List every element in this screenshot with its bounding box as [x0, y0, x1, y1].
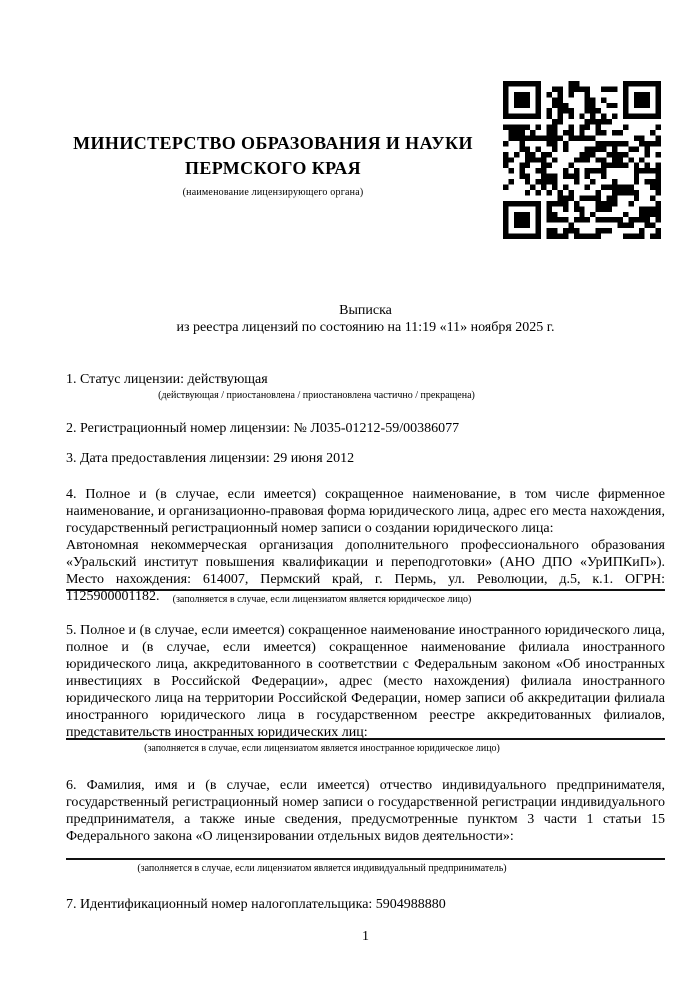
page-number: 1 [362, 929, 369, 944]
document-title [66, 302, 665, 336]
item6-underline [66, 858, 665, 860]
ministry-name-line1: МИНИСТЕРСТВО ОБРАЗОВАНИЯ И НАУКИ [73, 133, 473, 153]
item-taxpayer-number: 7. Идентификационный номер налогоплательщика: 5904988880 [66, 897, 446, 912]
authority-field-caption: (наименование лицензирующего органа) [182, 187, 364, 198]
item4-field-caption: (заполняется в случае, если лицензиатом является юридическое лицо) [172, 594, 472, 605]
item-license-status: 1. Статус лицензии: действующая [66, 372, 268, 387]
item4-underline [66, 589, 665, 591]
item-individual-entrepreneur: 6. Фамилия, имя и (в случае, если имеется) отчество индивидуального предпринимателя, государственный регистрационный номер записи о государственной регистрации индивидуального предпринимателя, а также иные сведения, предусмотренные пунктом 3 части 1 статьи 15 Федерального закона «О лицензировании отдельных видов деятельности»: [66, 778, 665, 844]
ministry-name-line2: ПЕРМСКОГО КРАЯ [184, 158, 362, 178]
document-body [66, 0, 665, 989]
item5-underline [66, 738, 665, 740]
item1-field-caption: (действующая / приостановлена / приостановлена частично / прекращена) [158, 390, 475, 401]
item-foreign-entity: 5. Полное и (в случае, если имеется) сокращенное наименование иностранного юридического лица, полное и (в случае, если имеется) сокращенное наименование филиала иностранного юридического лица, аккредитованного в соответствии с Федеральным законом «Об иностранных инвестициях в Российской Федерации», адрес (место нахождения) филиала иностранного юридического лица на территории Российской Федерации, номер записи об аккредитации филиала иностранного юридического лица в государственном реестре аккредитованных филиалов, представительств иностранных юридических лиц: [66, 623, 665, 740]
item4-value: Автономная некоммерческая организация дополнительного профессионального образования «Уральский институт повышения квалификации и переподготовки» (АНО ДПО «УрИПКиП»). Место нахождения: 614007, Пермский край, г. Пермь, ул. Революции, д.5, к.1. ОГРН: 1125900001182. [66, 538, 665, 604]
item-license-date: 3. Дата предоставления лицензии: 29 июня 2012 [66, 451, 355, 466]
item4-label: 4. Полное и (в случае, если имеется) сокращенное наименование, в том числе фирменное наименование, и организационно-правовая форма юридического лица, адрес его места нахождения, государственный регистрационный номер записи о создании юридического лица: [66, 487, 665, 536]
item5-field-caption: (заполняется в случае, если лицензиатом является иностранное юридическое лицо) [144, 743, 500, 754]
item6-field-caption: (заполняется в случае, если лицензиатом является индивидуальный предприниматель) [137, 863, 507, 874]
title-line2: из реестра лицензий по состоянию на 11:19 «11» ноября 2025 г. [176, 320, 555, 335]
item-legal-entity [66, 486, 665, 605]
item-registration-number: 2. Регистрационный номер лицензии: № Л035-01212-59/00386077 [66, 421, 460, 436]
title-line1: Выписка [339, 303, 392, 318]
